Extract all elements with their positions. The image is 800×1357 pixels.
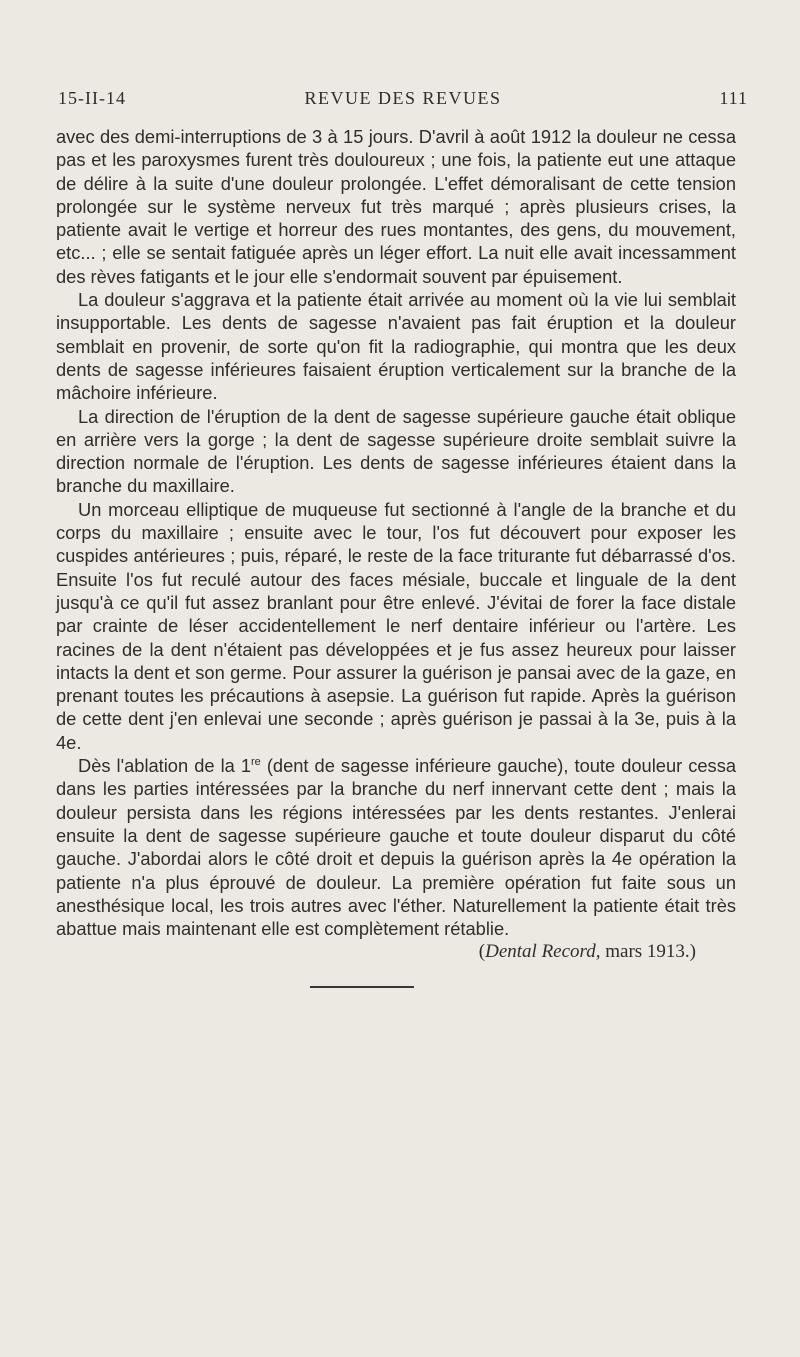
paragraph-5-rest: (dent de sagesse inférieure gauche), toute douleur cessa dans les parties intéressées par la branche du nerf innervant cette dent ; mais la douleur persista dans les régions intéressées par les dents restantes. J'enlerai ensuite la dent de sagesse supérieure gauche et toute douleur disparut du côté gauche. J'abordai alors le côté droit et depuis la guérison après la 4e opération la patiente n'a plus éprouvé de douleur. La première opération fut faite sous un anesthésique local, les trois autres avec l'éther. Naturellement la patiente était très abattue mais maintenant elle est complètement rétablie.	[56, 755, 736, 940]
paragraph-4: Un morceau elliptique de muqueuse fut sectionné à l'angle de la branche et du corps du maxillaire ; ensuite avec le tour, l'os fut découvert pour exposer les cuspides antérieures ; puis, réparé, le reste de la face triturante fut débarrassé d'os. Ensuite l'os fut reculé autour des faces mésiale, buccale et linguale de la dent jusqu'à ce qu'il fut assez branlant pour être enlevé. J'évitai de forer la face distale par crainte de léser accidentellement le nerf dentaire inférieur ou l'artère. Les racines de la dent n'étaient pas développées et je fus assez heureux pour laisser intacts la dent et son germe. Pour assurer la guérison je pansai avec de la gaze, en prenant toutes les précautions à asepsie. La guérison fut rapide. Après la guérison de cette dent j'en enlevai une seconde ; après guérison je passai à la 3e, puis à la 4e.	[56, 498, 736, 753]
source-date: mars 1913.	[605, 941, 690, 963]
source-journal: Dental Record,	[485, 941, 601, 963]
issue-date: 15-II-14	[58, 88, 126, 108]
journal-section-title: REVUE DES REVUES	[304, 88, 502, 108]
paragraph-5-start: Dès l'ablation de la 1	[78, 755, 252, 777]
paragraph-5	[56, 754, 736, 963]
end-rule	[310, 986, 414, 988]
paragraph-1: avec des demi-interruptions de 3 à 15 jours. D'avril à août 1912 la douleur ne cessa pas et les paroxysmes furent très douloureux ; une fois, la patiente eut une attaque de délire à la suite d'une douleur prolongée. L'effet démoralisant de cette tension prolongée sur le système nerveux fut très marqué ; après plusieurs crises, la patiente avait le vertige et horreur des rues montantes, des gens, du mouvement, etc... ; elle se sentait fatiguée après un léger effort. La nuit elle avait incessamment des rèves fatigants et le jour elle s'endormait souvent par épuisement.	[56, 126, 736, 287]
paragraph-3: La direction de l'éruption de la dent de sagesse supérieure gauche était oblique en arrière vers la gorge ; la dent de sagesse supérieure droite semblait suivre la direction normale de l'éruption. Les dents de sagesse inférieures étaient dans la branche du maxillaire.	[56, 405, 736, 497]
source-citation: (Dental Record, mars 1913.)	[478, 941, 696, 963]
page-number: 111	[719, 88, 748, 108]
ordinal-superscript: re	[251, 755, 261, 768]
article-body	[56, 125, 736, 964]
paragraph-2: La douleur s'aggrava et la patiente était arrivée au moment où la vie lui semblait insupportable. Les dents de sagesse n'avaient pas fait éruption et la douleur semblait en provenir, de sorte qu'on fit la radiographie, qui montra que les deux dents de sagesse inférieures faisaient éruption verticalement sur la branche de la mâchoire inférieure.	[56, 289, 736, 404]
running-head	[58, 88, 748, 114]
